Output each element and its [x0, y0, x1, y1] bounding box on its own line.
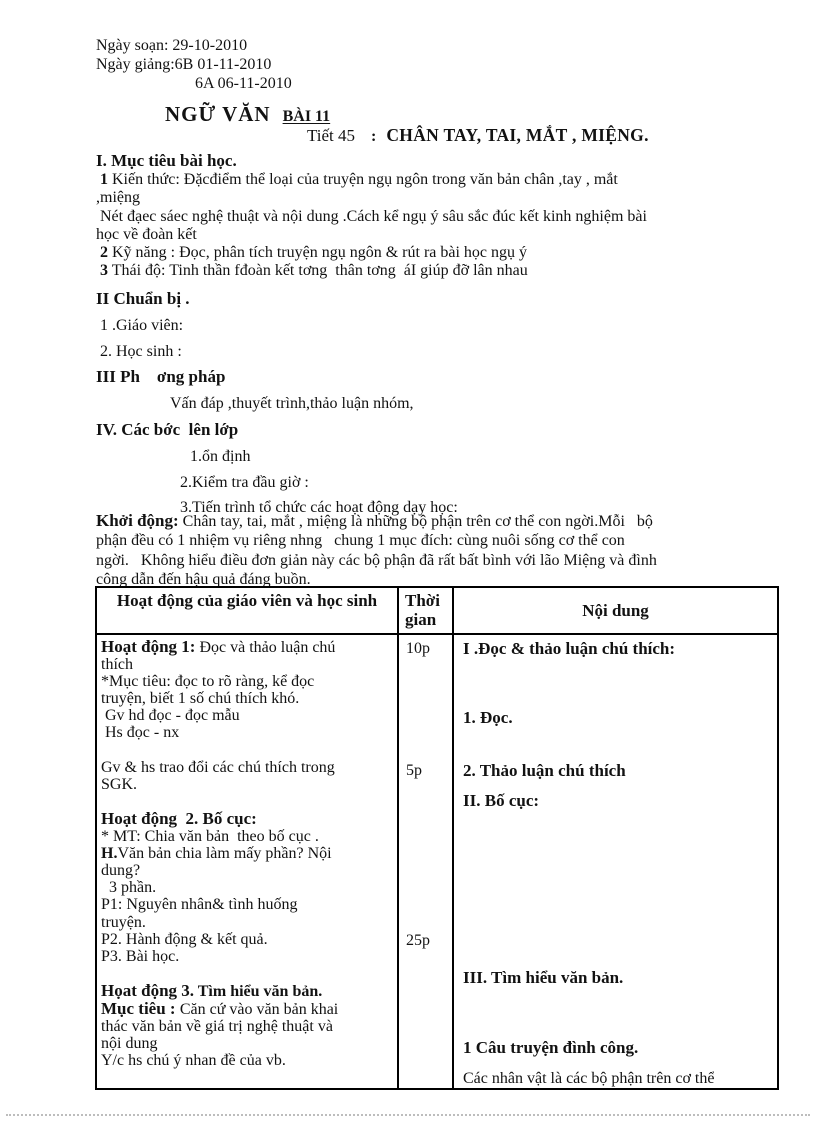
section-warmup [96, 511, 791, 589]
lesson-activities-table [95, 586, 779, 1090]
text-segment: Chân tay, tai, mắt , miệng là những bộ phận trên cơ thể con ngời.Mỗi bộ [178, 513, 653, 530]
table-cell-content [454, 635, 777, 1088]
table-header-row [97, 588, 777, 635]
text-segment: 1.ổn định [190, 447, 251, 465]
text-line [101, 759, 395, 776]
text-segment: Họat động 3. [101, 981, 195, 1000]
text-line [463, 792, 539, 811]
text-segment: truyện, biết 1 số chú thích khó. [101, 690, 300, 708]
text-segment: 6A 06-11-2010 [195, 75, 292, 92]
text-line [101, 810, 395, 828]
text-line [96, 152, 784, 171]
text-segment: IV. Các bớc lên lớp [96, 419, 239, 439]
text-segment: II. Bố cục: [463, 792, 540, 810]
text-segment: 3 phần. [101, 879, 157, 897]
text-segment: học về đoàn kết [96, 225, 197, 243]
text-segment: 2 [100, 244, 108, 262]
text-segment: phận đều có 1 nhiệm vụ riêng nhng chung 1 mục đích: cùng nuôi sống cơ thể con [96, 532, 625, 550]
text-line [96, 55, 292, 74]
text-segment: Kỹ năng : Đọc, phân tích truyện ngụ ngôn & rút ra bài học ngụ ý [108, 244, 528, 262]
text-segment: 10p [406, 640, 430, 657]
text-line [96, 339, 784, 365]
text-segment: Ngày soạn: 29-10-2010 [96, 37, 248, 54]
text-segment: H. [101, 845, 118, 863]
table-cell-activities [97, 635, 399, 1088]
text-line [96, 286, 784, 313]
text-segment: Hoạt động 2. Bố cục: [101, 809, 257, 828]
text-line [463, 709, 513, 728]
text-line [96, 226, 784, 244]
text-line [463, 1039, 638, 1058]
text-segment: 3 [100, 262, 108, 280]
text-line [463, 640, 675, 659]
text-line [96, 189, 784, 207]
text-line [406, 932, 430, 950]
text-segment: Văn bản chia làm mấy phần? Nội [117, 845, 332, 863]
text-segment: P3. Bài học. [101, 947, 180, 965]
text-line [96, 262, 784, 280]
text-line [101, 896, 395, 913]
text-segment: *Mục tiêu: đọc to rõ ràng, kể đọc [101, 673, 315, 691]
text-line [101, 742, 395, 759]
text-segment: 1 Câu truyện đình công. [463, 1039, 639, 1057]
subject-title: NGỮ VĂN [165, 102, 271, 126]
text-segment: 25p [406, 932, 430, 949]
text-segment: P1: Nguyên nhân& tình huống [101, 896, 298, 914]
text-line [101, 965, 395, 982]
text-segment: 3.Tiến trình tổ chức các hoạt động dạy học: [180, 499, 458, 517]
lesson-title-row [307, 125, 649, 146]
text-line [96, 364, 784, 391]
text-segment: truyện. [101, 913, 146, 931]
text-segment: 2. Thảo luận chú thích [463, 762, 626, 780]
text-segment: Tìm hiểu văn bản. [194, 982, 323, 1000]
text-line [101, 948, 395, 965]
text-line [101, 845, 395, 862]
text-segment: ngời. Không hiểu điều đơn giản này các bộ phận đã rất bất bình với lão Miệng và đình [96, 551, 657, 569]
text-line [406, 762, 422, 780]
text-line [96, 531, 791, 550]
text-segment: 5p [406, 762, 422, 779]
text-line [101, 982, 395, 1000]
lesson-title: CHÂN TAY, TAI, MẮT , MIỆNG. [386, 125, 649, 145]
text-line [96, 208, 784, 226]
text-line [101, 690, 395, 707]
text-line [96, 391, 784, 417]
text-line [101, 1035, 395, 1052]
table-cell-time [399, 635, 454, 1088]
table-header-content: Nội dung [582, 601, 649, 620]
text-segment: I. Mục tiêu bài học. [96, 152, 237, 170]
text-line [101, 673, 395, 690]
text-line [101, 776, 395, 793]
text-segment: Mục tiêu : [101, 999, 180, 1018]
text-line [101, 914, 395, 931]
text-line [96, 313, 784, 339]
text-segment: Thái độ: Tinh thần fđoàn kết tơng thân tơng áI giúp đỡ lân nhau [108, 262, 528, 280]
text-line [101, 793, 395, 810]
text-segment: I .Đọc & thảo luận chú thích: [463, 640, 676, 658]
section-objectives [96, 152, 784, 280]
text-line [101, 862, 395, 879]
text-segment: 1 [100, 171, 108, 189]
text-line [96, 551, 791, 570]
text-segment: III. Tìm hiểu văn bản. [463, 969, 624, 987]
section-preparation-method-steps [96, 286, 784, 521]
text-line [101, 828, 395, 845]
text-segment: * MT: Chia văn bản theo bố cục . [101, 828, 319, 846]
text-segment: Kiến thức: Đặcđiểm thể loại của truyện ngụ ngôn trong văn bản chân ,tay , mắt [108, 171, 618, 189]
text-segment: Ngày giảng:6B 01-11-2010 [96, 56, 272, 73]
text-line [463, 1070, 714, 1088]
text-line [101, 931, 395, 948]
text-segment: II Chuẩn bị . [96, 289, 190, 308]
text-line [96, 470, 784, 496]
text-line [101, 1052, 395, 1069]
text-line [96, 244, 784, 262]
text-segment: 2.Kiểm tra đầu giờ : [180, 473, 309, 491]
text-segment: 1. Đọc. [463, 709, 513, 727]
text-segment: SGK. [101, 775, 138, 793]
text-line [101, 1000, 395, 1018]
table-header-activities: Hoạt động của giáo viên và học sinh [97, 588, 399, 633]
text-segment: Hs đọc - nx [101, 724, 180, 742]
text-segment: thác văn bản về giá trị nghệ thuật và [101, 1018, 333, 1036]
text-line [101, 656, 395, 673]
text-segment: Vấn đáp ,thuyết trình,thảo luận nhóm, [170, 395, 414, 413]
text-line [406, 640, 430, 658]
text-line [96, 511, 791, 531]
text-segment: Gv & hs trao đổi các chú thích trong [101, 758, 335, 776]
text-segment: Khởi động: [96, 511, 179, 530]
text-line [101, 638, 395, 656]
lesson-unit-number: BÀI 11 [282, 108, 331, 125]
document-title [165, 102, 330, 127]
page-break-dotted-line [6, 1114, 810, 1116]
text-line [96, 36, 292, 55]
text-segment: 1 .Giáo viên: [96, 316, 184, 334]
text-line [463, 762, 626, 781]
date-block [96, 36, 292, 93]
text-line [101, 879, 395, 896]
text-segment: Các nhân vật là các bộ phận trên cơ thể [463, 1070, 715, 1087]
text-segment: dung? [101, 862, 141, 880]
text-segment: III Ph ơng pháp [96, 367, 226, 387]
text-line [96, 74, 292, 93]
text-line [96, 417, 784, 444]
text-line [96, 171, 784, 189]
table-header-time: Thời gian [399, 588, 454, 633]
text-segment: thích [101, 656, 133, 674]
text-segment: công dẫn đến hậu quả đáng buồn. [96, 570, 311, 588]
text-segment: Hoạt động 1: [101, 638, 196, 656]
title-colon: : [371, 128, 377, 145]
text-segment: Nét đạec sáec nghệ thuật và nội dung .Cách kể ngụ ý sâu sắc đúc kết kinh nghiệm bài [96, 207, 647, 225]
table-body-row [97, 635, 777, 1088]
text-segment: nội dung [101, 1035, 158, 1053]
text-segment: Y/c hs chú ý nhan đề của vb. [101, 1052, 286, 1070]
text-line [463, 969, 623, 988]
text-segment: Gv hd đọc - đọc mẫu [101, 707, 240, 725]
text-line [101, 707, 395, 724]
text-line [96, 444, 784, 470]
text-segment: Đọc và thảo luận chú [195, 639, 336, 656]
text-segment: P2. Hành động & kết quả. [101, 930, 268, 948]
text-segment: 2. Học sinh : [96, 342, 182, 360]
text-line [101, 724, 395, 741]
text-segment: Căn cứ vào văn bản khai [179, 1000, 339, 1018]
period-number: Tiết 45 [307, 126, 356, 145]
text-segment: ,miệng [96, 189, 140, 207]
text-line [101, 1018, 395, 1035]
